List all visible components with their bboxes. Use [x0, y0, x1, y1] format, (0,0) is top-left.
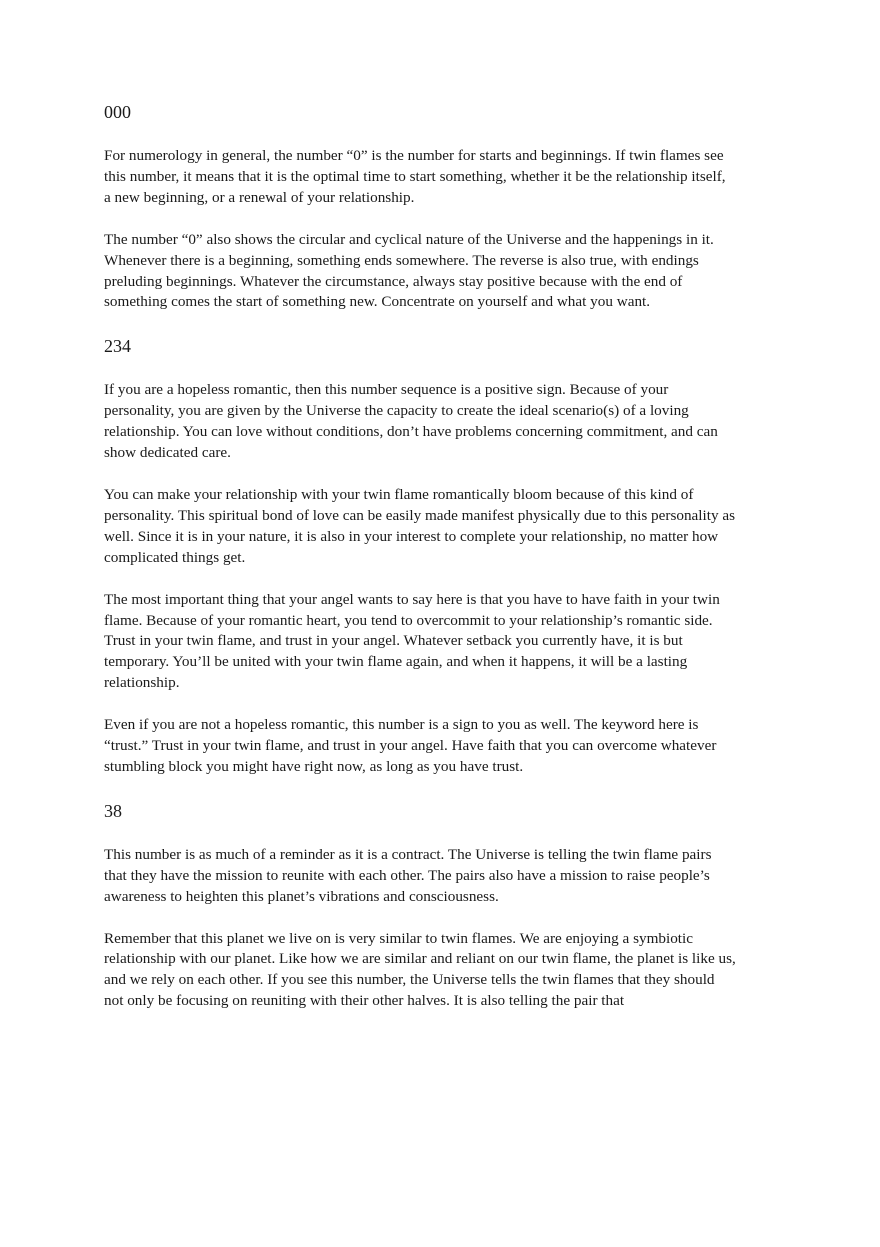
section-38	[104, 799, 736, 1012]
section-heading: 234	[104, 336, 131, 357]
section-000	[104, 100, 736, 313]
paragraph: You can make your relationship with your twin flame romantically bloom because of this kind of personality. This spiritual bond of love can be easily made manifest physically due to this personality as well. Since it is in your nature, it is also in your interest to complete your relationship, no matter how complicated things get.	[104, 485, 735, 566]
paragraph: Even if you are not a hopeless romantic, this number is a sign to you as well. The keyword here is “trust.” Trust in your twin flame, and trust in your angel. Have faith that you can overcome whatever stumbling block you might have right now, as long as you have trust.	[104, 716, 717, 775]
page-content	[104, 100, 736, 1033]
paragraph: This number is as much of a reminder as it is a contract. The Universe is telling the twin flame pairs that they have the mission to reunite with each other. The pairs also have a mission to raise people’s awareness to heighten this planet’s vibrations and consciousness.	[104, 845, 712, 905]
section-heading: 000	[104, 102, 131, 122]
paragraph: The most important thing that your angel wants to say here is that you have to have faith in your twin flame. Because of your romantic heart, you tend to overcommit to your relationship’s romantic side. Trust in your twin flame, and trust in your angel. Whatever setback you currently have, it is but temporary. You’ll be united with your twin flame again, and when it happens, it will be a lasting relationship.	[104, 590, 720, 692]
section-234	[104, 334, 736, 778]
section-heading: 38	[104, 800, 122, 821]
paragraph: Remember that this planet we live on is very similar to twin flames. We are enjoying a symbiotic relationship with our planet. Like how we are similar and reliant on our twin flame, the planet is like us, and we rely on each other. If you see this number, the Universe tells the twin flames that they should not only be focusing on reuniting with their other halves. It is also telling the pair that	[104, 929, 736, 1010]
paragraph: The number “0” also shows the circular and cyclical nature of the Universe and the happenings in it. Whenever there is a beginning, something ends somewhere. The reverse is also true, with endings preluding beginnings. Whatever the circumstance, always stay positive because with the end of something comes the start of something new. Concentrate on yourself and what you want.	[104, 230, 714, 311]
paragraph: If you are a hopeless romantic, then this number sequence is a positive sign. Because of your personality, you are given by the Universe the capacity to create the ideal scenario(s) of a loving relationship. You can love without conditions, don’t have problems concerning commitment, and can show dedicated care.	[104, 381, 718, 462]
paragraph: For numerology in general, the number “0” is the number for starts and beginnings. If twin flames see this number, it means that it is the optimal time to start something, whether it be the relationship itself, a new beginning, or a renewal of your relationship.	[104, 147, 726, 206]
